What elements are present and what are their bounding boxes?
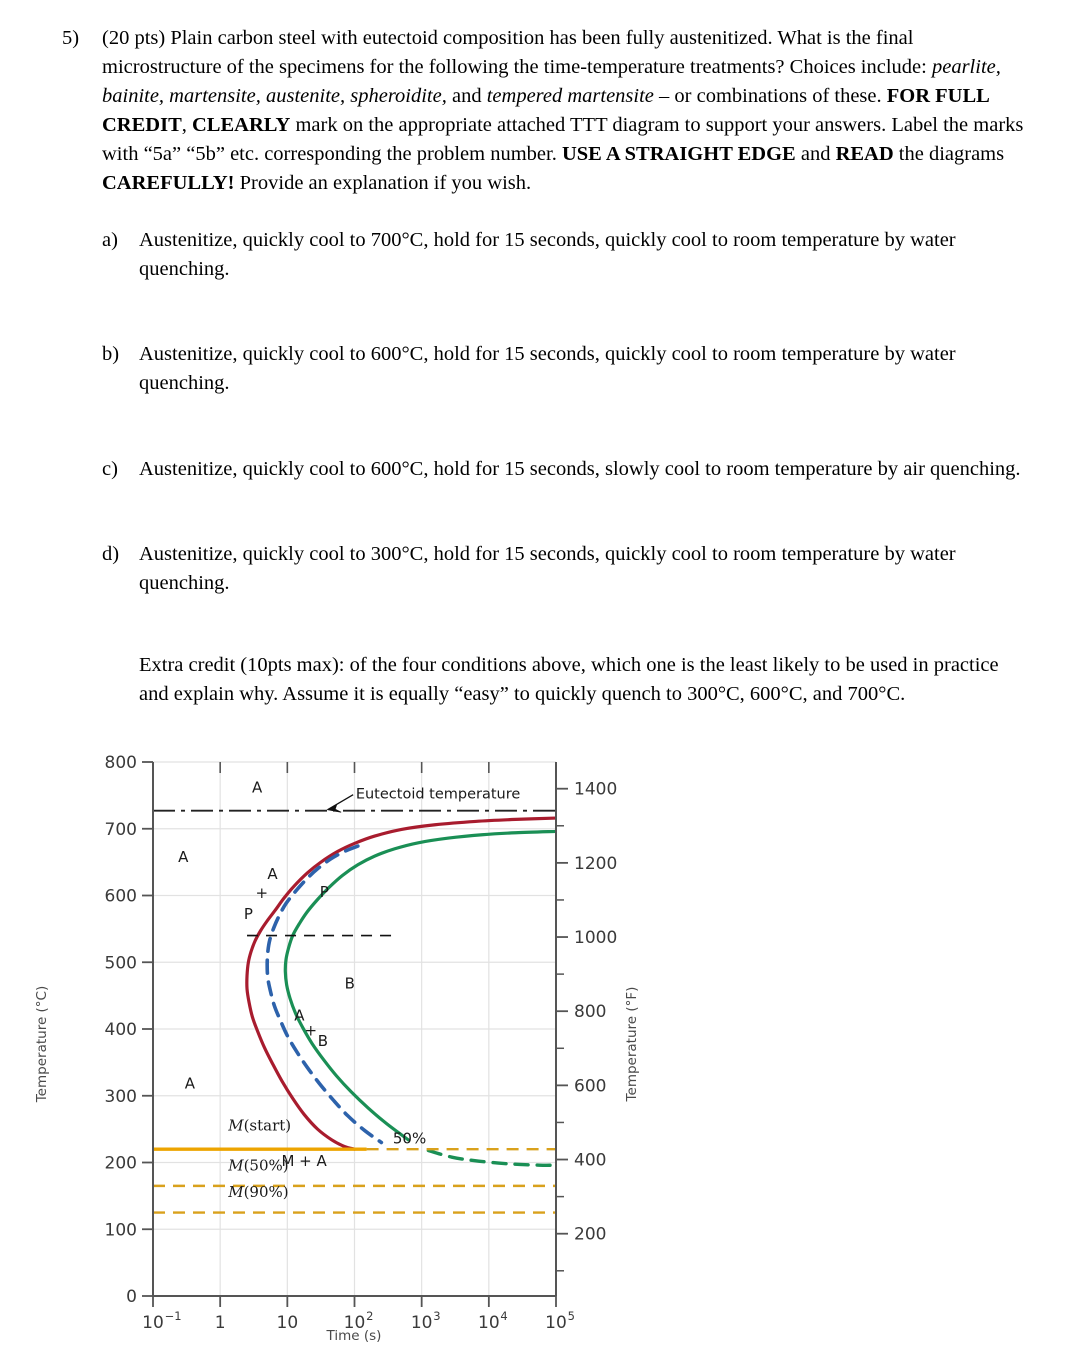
question-para-1: Plain carbon steel with eutectoid composition has been fully austenitized. What is the final microstructure of the specimens for the following the time-temperature treatments? Choices include: [102, 27, 932, 78]
y-tick-label-fahrenheit: 800 [574, 1002, 607, 1023]
y-tick-label-celsius: 500 [104, 953, 137, 974]
question-bold-5: CAREFULLY! [102, 172, 235, 194]
question-para-7: the diagrams [893, 143, 1005, 165]
m-start-label [227, 1116, 291, 1134]
x-axis-label: Time (s) [326, 1328, 382, 1344]
subquestion-b [62, 340, 1024, 398]
region-label-austenite-stable: A [251, 778, 263, 797]
subquestion-d [62, 540, 1024, 598]
region-label-austenite-plus-bainite-plus: + [304, 1021, 318, 1040]
eutectoid-temperature-label: Eutectoid temperature [355, 786, 521, 803]
x-tick-label-base: 10 [142, 1313, 164, 1333]
y-tick-label-fahrenheit: 1200 [574, 853, 618, 874]
region-label-austenite-plus-pearlite-plus: + [255, 883, 269, 902]
y-tick-label-celsius: 700 [104, 819, 137, 840]
x-tick-label-exponent: −1 [164, 1309, 182, 1323]
x-tick-label-base: 10 [343, 1313, 366, 1333]
x-tick-label-base: 10 [478, 1313, 500, 1333]
y-tick-label-celsius: 400 [104, 1020, 137, 1040]
question-para-3: – or combinations of these. [653, 85, 887, 107]
subquestion-a-text: Austenitize, quickly cool to 700°C, hold for 15 seconds, quickly cool to room temperature by water quenching. [139, 229, 956, 280]
question-bold-4: READ [835, 143, 894, 165]
m-ninety-label [227, 1183, 288, 1201]
y-tick-label-celsius: 200 [104, 1153, 137, 1174]
question-points: (20 pts) [102, 27, 166, 49]
question-choices-italic: pearlite, bainite, martensite, austenite, spheroidite, [102, 56, 1001, 107]
x-tick-label-base: 10 [276, 1313, 299, 1333]
y-tick-label-celsius: 600 [104, 886, 137, 907]
question-para-5: mark on the appropriate attached TTT diagram to support your answers. Label the marks with “5a” “5b” etc. corresponding the problem number. [102, 114, 1024, 165]
y-tick-label-fahrenheit: 1400 [574, 779, 618, 800]
subquestion-c [62, 455, 1024, 484]
subquestion-b-text: Austenitize, quickly cool to 600°C, hold for 15 seconds, quickly cool to room temperature by water quenching. [139, 343, 956, 394]
question-para-8: Provide an explanation if you wish. [234, 172, 532, 194]
fifty-percent-label: 50% [392, 1129, 427, 1148]
ttt-diagram-canvas [0, 744, 700, 1350]
y-tick-label-celsius: 800 [104, 753, 137, 773]
ttt-diagram-svg [0, 744, 700, 1350]
question-bold-2: CLEARLY [192, 114, 291, 136]
subquestion-c-label: c) [102, 458, 118, 480]
y-tick-label-celsius: 100 [104, 1220, 137, 1241]
y-tick-label-celsius: 300 [104, 1086, 137, 1107]
y-axis-label-fahrenheit: Temperature (°F) [624, 986, 640, 1102]
region-label-austenite-plus-pearlite-p: P [243, 905, 253, 924]
m-plus-a-label: M + A [281, 1151, 327, 1170]
question-bold-3: USE A STRAIGHT EDGE [561, 143, 796, 165]
subquestion-d-text: Austenitize, quickly cool to 300°C, hold for 15 seconds, quickly cool to room temperature by water quenching. [139, 543, 956, 594]
m-ninety-label-text: M(90%) [228, 1183, 289, 1202]
ttt-diagram [0, 744, 700, 1350]
region-label-austenite-plus-bainite-b: B [317, 1032, 329, 1051]
x-tick-label-base: 1 [214, 1313, 226, 1333]
question-number: 5) [62, 27, 80, 49]
subquestion-d-label: d) [102, 543, 120, 565]
y-tick-label-fahrenheit: 1000 [574, 928, 618, 949]
region-label-pearlite: P [319, 883, 329, 902]
subquestion-a [62, 226, 1024, 284]
question-para-2: and [446, 85, 487, 107]
y-tick-label-fahrenheit: 600 [574, 1076, 607, 1097]
x-tick-label [215, 1313, 226, 1333]
subquestion-b-label: b) [102, 343, 120, 365]
y-tick-label-celsius: 0 [126, 1287, 137, 1307]
question-para-6: and [795, 143, 836, 165]
x-tick-label-exponent: 3 [433, 1309, 441, 1323]
question-text [102, 24, 1024, 198]
m-fifty-label [227, 1157, 288, 1175]
y-tick-label-fahrenheit: 200 [574, 1224, 607, 1245]
question-bold-1: FOR FULL CREDIT [102, 85, 989, 136]
y-tick-label-fahrenheit: 400 [574, 1150, 607, 1171]
m-fifty-label-text: M(50%) [228, 1156, 289, 1175]
question-para-4: , [181, 114, 192, 136]
region-label-austenite-unstable-upper: A [178, 847, 189, 866]
x-tick-label-base: 10 [545, 1313, 567, 1333]
x-tick-label [277, 1313, 299, 1333]
region-label-austenite-plus-pearlite-a: A [267, 865, 278, 884]
region-label-austenite-unstable-lower: A [184, 1074, 196, 1093]
subquestion-a-label: a) [102, 229, 118, 251]
subquestion-c-text: Austenitize, quickly cool to 600°C, hold for 15 seconds, slowly cool to room temperature by air quenching. [139, 458, 1021, 480]
question-block [62, 24, 1024, 709]
x-tick-label-exponent: 4 [500, 1309, 508, 1323]
question-main-row [62, 24, 1024, 198]
x-tick-label-base: 10 [410, 1313, 433, 1333]
m-start-label-text: M(start) [228, 1116, 292, 1135]
region-label-bainite: B [344, 974, 355, 993]
region-label-austenite-plus-bainite-a: A [294, 1006, 305, 1025]
y-axis-label-celsius: Temperature (°C) [34, 985, 50, 1103]
x-tick-label-exponent: 2 [366, 1309, 374, 1323]
question-tempered-italic: tempered martensite [486, 85, 654, 107]
x-tick-label-exponent: 5 [567, 1309, 575, 1323]
extra-credit-text: Extra credit (10pts max): of the four conditions above, which one is the least likely to be used in practice and explain why. Assume it is equally “easy” to quickly quench to 300°C, 600°C, and 700°C. [139, 654, 999, 705]
